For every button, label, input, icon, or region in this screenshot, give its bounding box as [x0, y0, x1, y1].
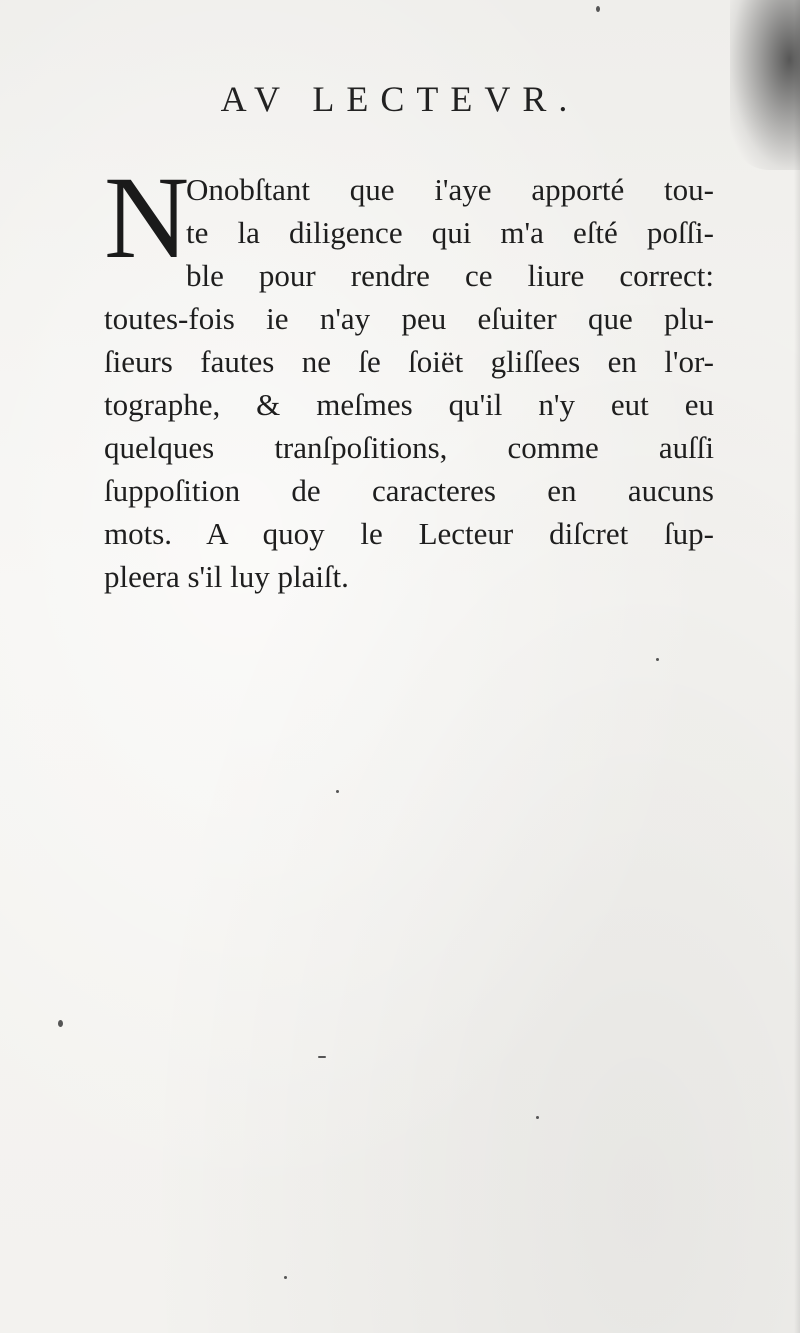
paper-speck	[58, 1020, 63, 1027]
paper-speck	[656, 658, 659, 661]
page-heading: AV LECTEVR.	[220, 79, 580, 119]
drop-cap-initial: N	[104, 152, 190, 283]
text-line: ble pour rendre ce liure correct:	[186, 258, 714, 293]
text-line: Onobſtant que i'aye apporté tou-	[186, 172, 714, 207]
page-edge-shadow	[794, 0, 800, 1333]
text-line: ſieurs fautes ne ſe ſoiët gliſſees en l'or-	[104, 344, 714, 379]
paper-speck	[536, 1116, 539, 1119]
paper-speck	[336, 790, 339, 793]
paper-speck	[284, 1276, 287, 1279]
text-line: quelques tranſpoſitions, comme auſſi	[104, 430, 714, 465]
text-line: ſuppoſition de caracteres en aucuns	[104, 473, 714, 508]
paper-speck	[318, 1056, 326, 1058]
text-line: mots. A quoy le Lecteur diſcret ſup-	[104, 516, 714, 551]
text-line: toutes-fois ie n'ay peu eſuiter que plu-	[104, 301, 714, 336]
text-line: pleera s'il luy plaiſt.	[104, 559, 349, 594]
paper-speck	[596, 6, 600, 12]
text-line: te la diligence qui m'a eſté poſſi-	[186, 215, 714, 250]
preface-text	[104, 152, 714, 598]
text-line: tographe, & meſmes qu'il n'y eut eu	[104, 387, 714, 422]
